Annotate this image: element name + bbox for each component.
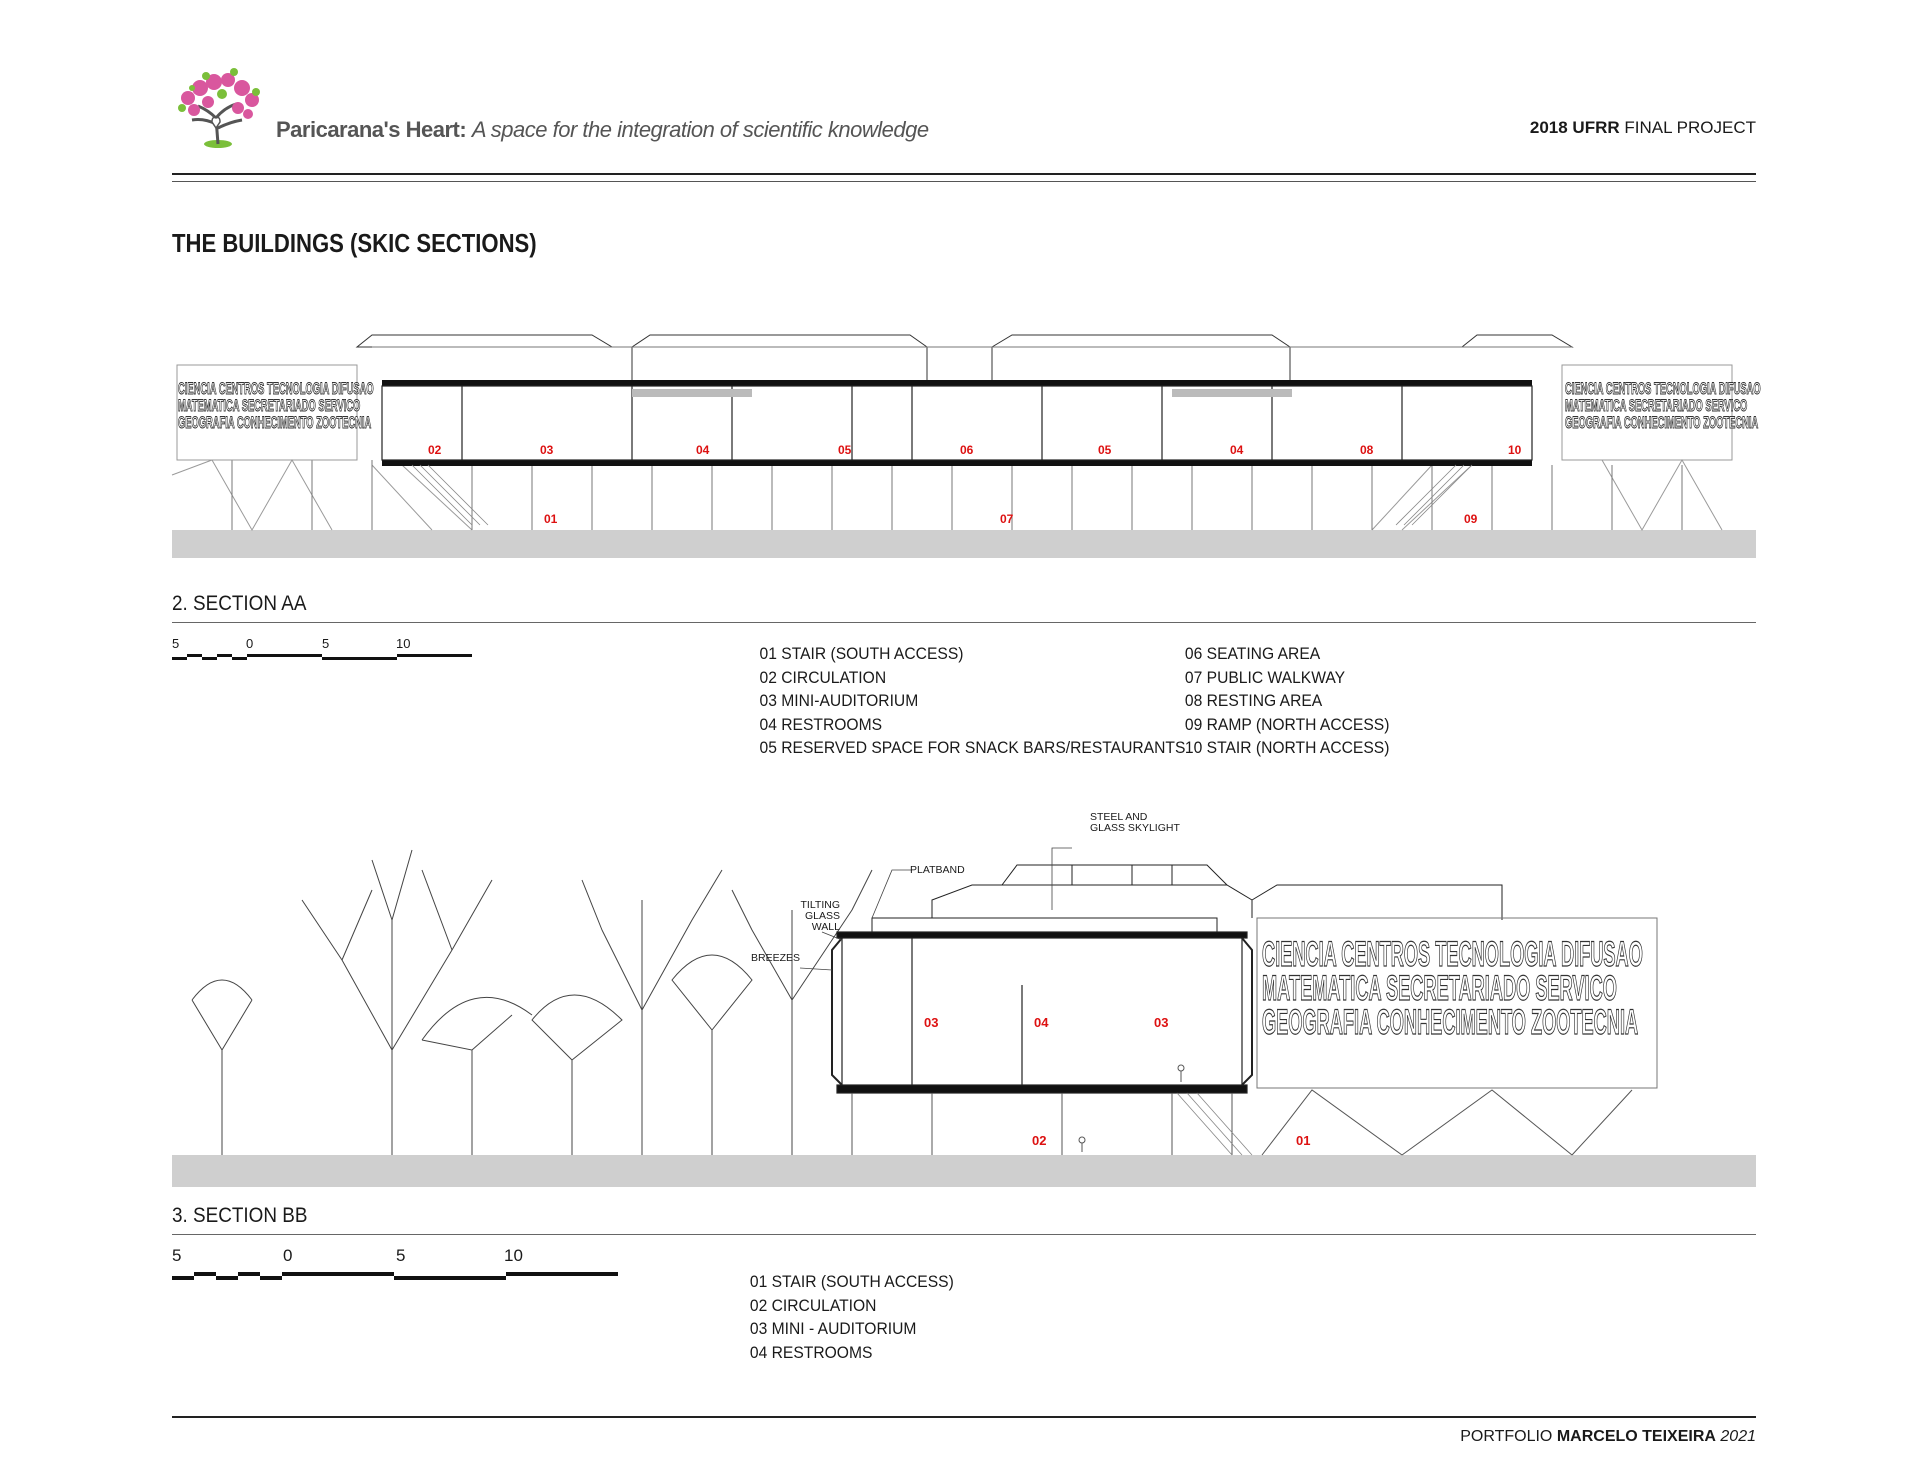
facade-line: CIENCIA CENTROS TECNOLOGIA DIFUSAO — [1565, 379, 1761, 398]
annotation-line: GLASS — [804, 910, 840, 922]
scale-label: 10 — [396, 636, 411, 651]
footer-credit — [1460, 1428, 1756, 1446]
legend-item: 02 CIRCULATION — [759, 667, 887, 687]
section-bb-legend — [750, 1270, 954, 1364]
scale-label: 0 — [246, 636, 254, 651]
facade-line: CIENCIA CENTROS TECNOLOGIA DIFUSAO — [1262, 935, 1643, 974]
tag: 06 — [960, 443, 974, 457]
header-title — [276, 117, 929, 143]
tag: 02 — [428, 443, 442, 457]
page-title: THE BUILDINGS (SKIC SECTIONS) — [172, 228, 537, 258]
annotation-platband: PLATBAND — [910, 864, 965, 876]
annotation-line: GLASS SKYLIGHT — [1090, 822, 1180, 834]
project-year: 2018 UFRR — [1529, 118, 1620, 137]
legend-item: 01 STAIR (SOUTH ACCESS) — [759, 644, 964, 663]
tag: 01 — [544, 512, 558, 526]
header-rule-1 — [172, 173, 1756, 175]
tag: 03 — [540, 443, 554, 457]
facade-line: GEOGRAFIA CONHECIMENTO ZOOTECNIA — [1262, 1003, 1639, 1042]
tag: 08 — [1360, 443, 1374, 457]
header-rule-2 — [172, 181, 1756, 182]
footer-name: MARCELO TEIXEIRA — [1556, 1428, 1716, 1445]
legend-item: 09 RAMP (NORTH ACCESS) — [1184, 714, 1390, 734]
tag: 03 — [924, 1015, 939, 1030]
legend-item: 10 STAIR (NORTH ACCESS) — [1184, 738, 1390, 757]
tag: 04 — [1230, 443, 1244, 457]
facade-line: MATEMATICA SECRETARIADO SERVICO — [178, 396, 361, 415]
facade-line: CIENCIA CENTROS TECNOLOGIA DIFUSAO — [178, 379, 374, 398]
legend-item: 06 SEATING AREA — [1184, 644, 1321, 663]
section-aa-legend-col2 — [1185, 642, 1390, 760]
legend-item: 08 RESTING AREA — [1184, 691, 1323, 710]
annotation-line: STEEL AND — [1090, 811, 1148, 823]
tag: 03 — [1154, 1015, 1169, 1030]
header-title-bold: Paricarana's Heart: — [276, 117, 467, 142]
tag: 10 — [1508, 443, 1522, 457]
tag: 07 — [1000, 512, 1014, 526]
trees — [192, 850, 872, 1155]
project-label — [1530, 118, 1756, 138]
legend-item: 04 RESTROOMS — [749, 1342, 873, 1362]
legend-item: 03 MINI-AUDITORIUM — [759, 691, 919, 710]
tag: 04 — [1034, 1015, 1049, 1030]
scale-label: 0 — [283, 1246, 293, 1265]
tag: 02 — [1032, 1133, 1047, 1148]
project-label-text: FINAL PROJECT — [1624, 118, 1756, 137]
section-aa-rule — [172, 622, 1756, 623]
person-icon — [1079, 1065, 1184, 1152]
tag: 05 — [838, 443, 852, 457]
section-aa-title: 2. SECTION AA — [172, 592, 307, 615]
scale-label: 5 — [396, 1246, 406, 1265]
annotation-skylight — [1090, 812, 1190, 834]
footer-prefix: PORTFOLIO — [1460, 1428, 1553, 1445]
section-bb-ground — [172, 1155, 1756, 1187]
section-bb-rule — [172, 1234, 1756, 1235]
legend-item: 07 PUBLIC WALKWAY — [1184, 667, 1346, 687]
scale-label: 5 — [172, 1246, 182, 1265]
scale-label: 10 — [504, 1246, 523, 1265]
section-bb-title: 3. SECTION BB — [172, 1204, 308, 1227]
section-aa-facade-text-left — [178, 379, 374, 432]
facade-line: GEOGRAFIA CONHECIMENTO ZOOTECNIA — [178, 413, 372, 432]
section-aa-facade-text-right — [1565, 380, 1761, 431]
section-aa-legend-col1 — [760, 642, 1186, 760]
legend-item: 02 CIRCULATION — [749, 1295, 877, 1315]
footer-year: 2021 — [1720, 1428, 1756, 1445]
annotation-tilting-glass-wall — [760, 900, 840, 933]
tag: 05 — [1098, 443, 1112, 457]
tag: 01 — [1296, 1133, 1311, 1148]
scale-label: 5 — [172, 636, 180, 651]
section-bb-facade-text — [1262, 935, 1643, 1042]
scale-label: 5 — [322, 636, 330, 651]
tag: 09 — [1464, 512, 1478, 526]
section-bb-scale-bar — [172, 1270, 632, 1282]
facade-line: MATEMATICA SECRETARIADO SERVICO — [1565, 396, 1748, 415]
facade-line: GEOGRAFIA CONHECIMENTO ZOOTECNIA — [1565, 413, 1759, 432]
legend-item: 03 MINI - AUDITORIUM — [749, 1319, 917, 1338]
header-title-subtitle: A space for the integration of scientific knowledge — [471, 117, 929, 142]
legend-item: 05 RESERVED SPACE FOR SNACK BARS/RESTAURANTS — [759, 738, 1186, 757]
tag: 04 — [696, 443, 710, 457]
logo-tree-icon — [168, 58, 268, 150]
legend-item: 01 STAIR (SOUTH ACCESS) — [749, 1272, 954, 1291]
section-aa-scale-bar — [172, 652, 482, 662]
legend-item: 04 RESTROOMS — [759, 714, 883, 734]
annotation-breezes: BREEZES — [750, 952, 800, 964]
footer-rule — [172, 1416, 1756, 1418]
annotation-line: TILTING — [800, 899, 840, 911]
annotation-line: WALL — [811, 921, 840, 933]
facade-line: MATEMATICA SECRETARIADO SERVICO — [1262, 969, 1617, 1008]
section-aa-ground — [172, 530, 1756, 558]
